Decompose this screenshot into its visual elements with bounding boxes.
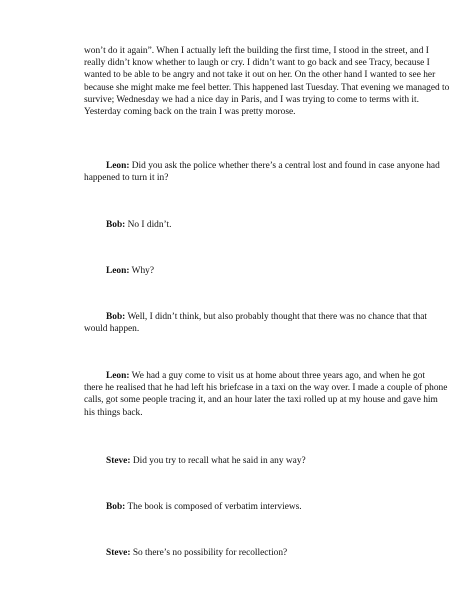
- intro-line: survive; Wednesday we had a nice day in Paris, and I was trying to come to terms with it.: [84, 94, 419, 105]
- dialogue-line: happened to turn it in?: [84, 173, 169, 184]
- speaker-label: Bob:: [106, 312, 126, 322]
- dialogue-line: [106, 219, 171, 231]
- dialogue-text: Well, I didn’t think, but also probably thought that there was no chance that that: [125, 312, 427, 322]
- dialogue-text: So there’s no possibility for recollection?: [130, 548, 288, 558]
- dialogue-line: [106, 547, 287, 559]
- dialogue-text: No I didn’t.: [125, 220, 172, 230]
- dialogue-line: [106, 455, 306, 467]
- speaker-label: Steve:: [106, 456, 131, 466]
- speaker-label: Leon:: [106, 161, 130, 171]
- dialogue-line: would happen.: [84, 324, 140, 335]
- intro-line: Yesterday coming back on the train I was pretty morose.: [84, 107, 296, 117]
- speaker-label: Leon:: [106, 266, 130, 276]
- intro-line: wanted to be able to be angry and not take it out on her. On the other hand I wanted to see her: [84, 70, 436, 81]
- dialogue-line: [106, 311, 427, 323]
- dialogue-line: his things back.: [84, 407, 143, 418]
- dialogue-text: Did you try to recall what he said in any way?: [130, 456, 306, 466]
- dialogue-text: Why?: [129, 266, 154, 276]
- dialogue-text: The book is composed of verbatim interviews.: [125, 502, 302, 512]
- speaker-label: Bob:: [106, 502, 126, 512]
- dialogue-text: Did you ask the police whether there’s a central lost and found in case anyone had: [129, 161, 440, 171]
- intro-line: because she might make me feel better. This happened last Tuesday. That evening we managed to: [84, 82, 450, 93]
- intro-line: won’t do it again”. When I actually left the building the first time, I stood in the street, and I: [84, 46, 429, 56]
- dialogue-line: [106, 501, 302, 513]
- intro-line: really didn’t know whether to laugh or cry. I didn’t want to go back and see Tracy, because I: [84, 58, 430, 69]
- speaker-label: Leon:: [106, 371, 130, 381]
- speaker-label: Bob:: [106, 220, 126, 230]
- dialogue-line: [106, 370, 425, 382]
- dialogue-line: there he realised that he had left his briefcase in a taxi on the way over. I made a couple of phone: [84, 383, 448, 394]
- dialogue-line: [106, 265, 154, 277]
- dialogue-line: [106, 160, 440, 172]
- speaker-label: Steve:: [106, 548, 131, 558]
- dialogue-text: We had a guy come to visit us at home about three years ago, and when he got: [129, 371, 426, 381]
- dialogue-line: calls, got some people tracing it, and an hour later the taxi rolled up at my house and gave him: [84, 395, 438, 406]
